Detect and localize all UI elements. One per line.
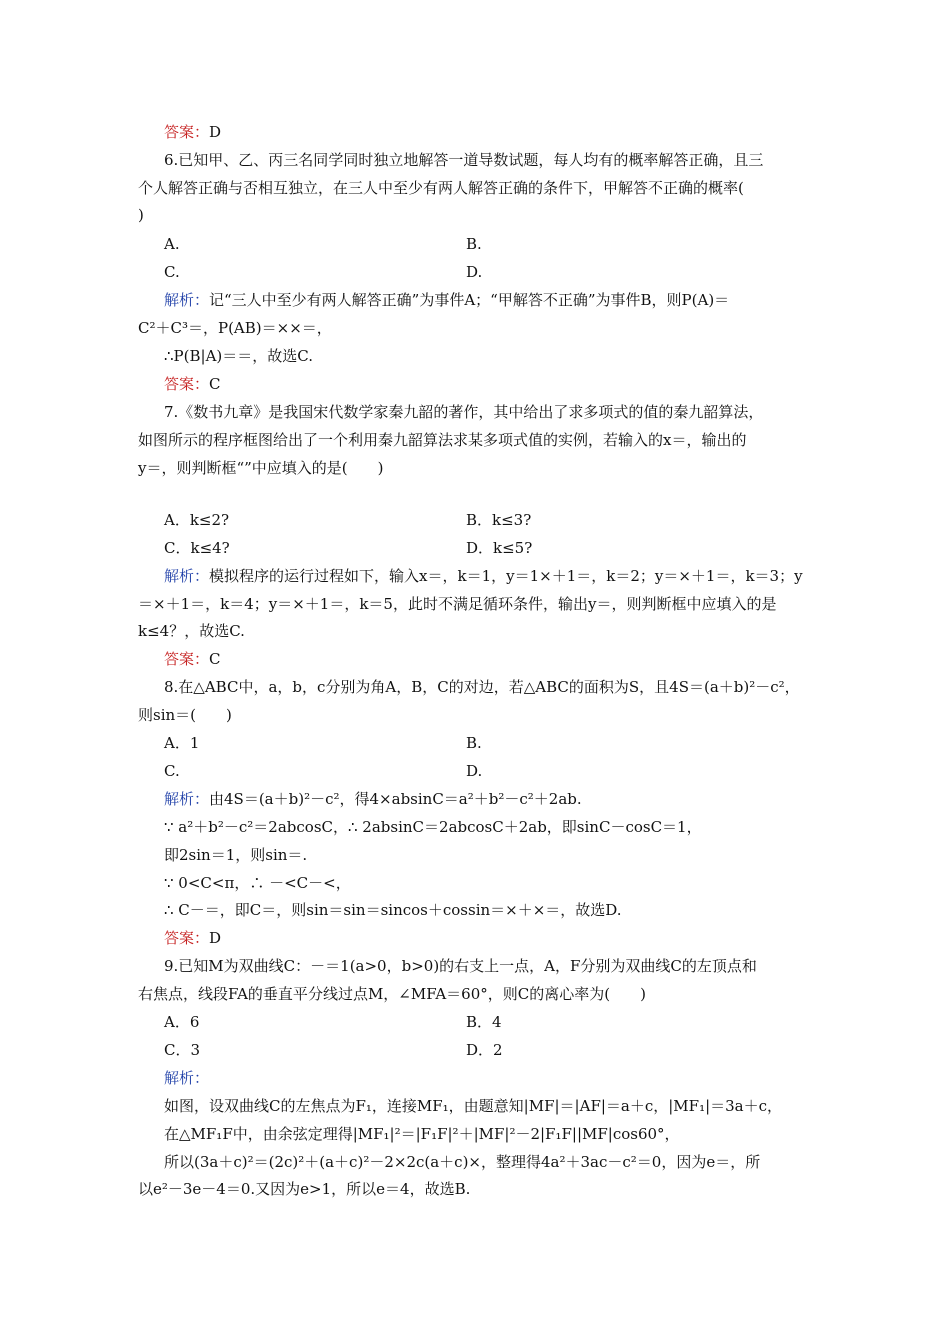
analysis-line: ∵ 0<C<π，∴ －<C－<，	[164, 874, 351, 892]
option-d: D．2	[466, 1041, 503, 1059]
option-a: A．1	[164, 734, 200, 752]
answer-value: D	[209, 123, 222, 141]
analysis-text: 由4S＝(a＋b)²－c²，得4×absinC＝a²＋b²－c²＋2ab.	[209, 790, 582, 808]
answer-value: D	[209, 929, 222, 947]
analysis-line: 在△MF₁F中，由余弦定理得|MF₁|²＝|F₁F|²＋|MF|²－2|F₁F||MF|cos60°，	[164, 1125, 680, 1143]
question-stem-line: 个人解答正确与否相互独立，在三人中至少有两人解答正确的条件下，甲解答不正确的概率(	[138, 179, 744, 197]
answer-value: C	[209, 650, 221, 668]
q6-answer-line	[164, 374, 221, 394]
option-d: D.	[466, 762, 483, 780]
option-c: C．k≤4?	[164, 539, 230, 557]
question-stem-line: 8.在△ABC中，a，b，c分别为角A，B，C的对边，若△ABC的面积为S，且4S＝(a＋b)²－c²，	[164, 678, 800, 696]
option-b: B.	[466, 235, 482, 253]
analysis-line: 所以(3a＋c)²＝(2c)²＋(a＋c)²－2×2c(a＋c)×，整理得4a²＋3ac－c²＝0，因为e＝，所	[164, 1153, 761, 1171]
question-stem-line: y＝，则判断框“”中应填入的是( )	[138, 459, 384, 477]
option-a: A．6	[164, 1013, 200, 1031]
option-c: C.	[164, 263, 180, 281]
analysis-line: ＝×＋1＝，k＝4；y＝×＋1＝，k＝5，此时不满足循环条件，输出y＝，则判断框中应填入的是	[138, 595, 777, 613]
analysis-label: 解析：	[164, 567, 210, 585]
option-a: A.	[164, 235, 180, 253]
question-stem-line: 7.《数书九章》是我国宋代数学家秦九韶的著作，其中给出了求多项式的值的秦九韶算法，	[164, 403, 764, 421]
question-stem-line: 9.已知M为双曲线C：－＝1(a>0，b>0)的右支上一点，A，F分别为双曲线C的左顶点和	[164, 957, 757, 975]
option-b: B．4	[466, 1013, 502, 1031]
analysis-line: ∴P(B|A)＝＝，故选C.	[164, 347, 313, 365]
question-stem-line: 则sin＝( )	[138, 706, 232, 724]
q5-answer-line	[164, 122, 221, 142]
question-stem-line: 6.已知甲、乙、丙三名同学同时独立地解答一道导数试题，每人均有的概率解答正确，且三	[164, 151, 764, 169]
option-c: C．3	[164, 1041, 201, 1059]
analysis-line: 以e²－3e－4＝0.又因为e>1，所以e＝4，故选B.	[138, 1180, 471, 1198]
question-stem-line: 右焦点，线段FA的垂直平分线过点M，∠MFA＝60°，则C的离心率为( )	[138, 985, 646, 1003]
question-stem-line: )	[138, 206, 144, 224]
option-b: B．k≤3?	[466, 511, 532, 529]
option-b: B.	[466, 734, 482, 752]
analysis-text: 记“三人中至少有两人解答正确”为事件A；“甲解答不正确”为事件B，则P(A)＝	[209, 291, 730, 309]
option-c: C.	[164, 762, 180, 780]
option-d: D．k≤5?	[466, 539, 533, 557]
analysis-label: 解析：	[164, 1069, 210, 1087]
q7-answer-line	[164, 649, 221, 669]
analysis-line: ∵ a²＋b²－c²＝2abcosC，∴ 2absinC＝2abcosC＋2ab，即sinC－cosC＝1，	[164, 818, 702, 836]
analysis-line	[164, 290, 729, 310]
q8-answer-line	[164, 928, 221, 948]
answer-label: 答案：	[164, 123, 210, 141]
answer-value: C	[209, 375, 221, 393]
question-stem-line: 如图所示的程序框图给出了一个利用秦九韶算法求某多项式值的实例，若输入的x＝，输出的	[138, 431, 747, 449]
answer-label: 答案：	[164, 929, 210, 947]
analysis-label: 解析：	[164, 790, 210, 808]
analysis-line: ∴ C－＝，即C＝，则sin＝sin＝sincos＋cossin＝×＋×＝，故选D.	[164, 901, 622, 919]
analysis-line: 如图，设双曲线C的左焦点为F₁，连接MF₁，由题意知|MF|＝|AF|＝a＋c，|MF₁|＝3a＋c，	[164, 1097, 783, 1115]
analysis-line: k≤4？，故选C.	[138, 622, 245, 640]
answer-label: 答案：	[164, 375, 210, 393]
option-a: A．k≤2?	[164, 511, 230, 529]
analysis-line: C²＋C³＝，P(AB)＝××＝，	[138, 319, 332, 337]
analysis-label: 解析：	[164, 291, 210, 309]
analysis-text: 模拟程序的运行过程如下，输入x＝，k＝1，y＝1×＋1＝，k＝2；y＝×＋1＝，k＝3；y	[209, 567, 803, 585]
analysis-line: 即2sin＝1，则sin＝.	[164, 846, 308, 864]
analysis-line	[164, 789, 582, 809]
answer-label: 答案：	[164, 650, 210, 668]
option-d: D.	[466, 263, 483, 281]
analysis-line	[164, 566, 803, 586]
